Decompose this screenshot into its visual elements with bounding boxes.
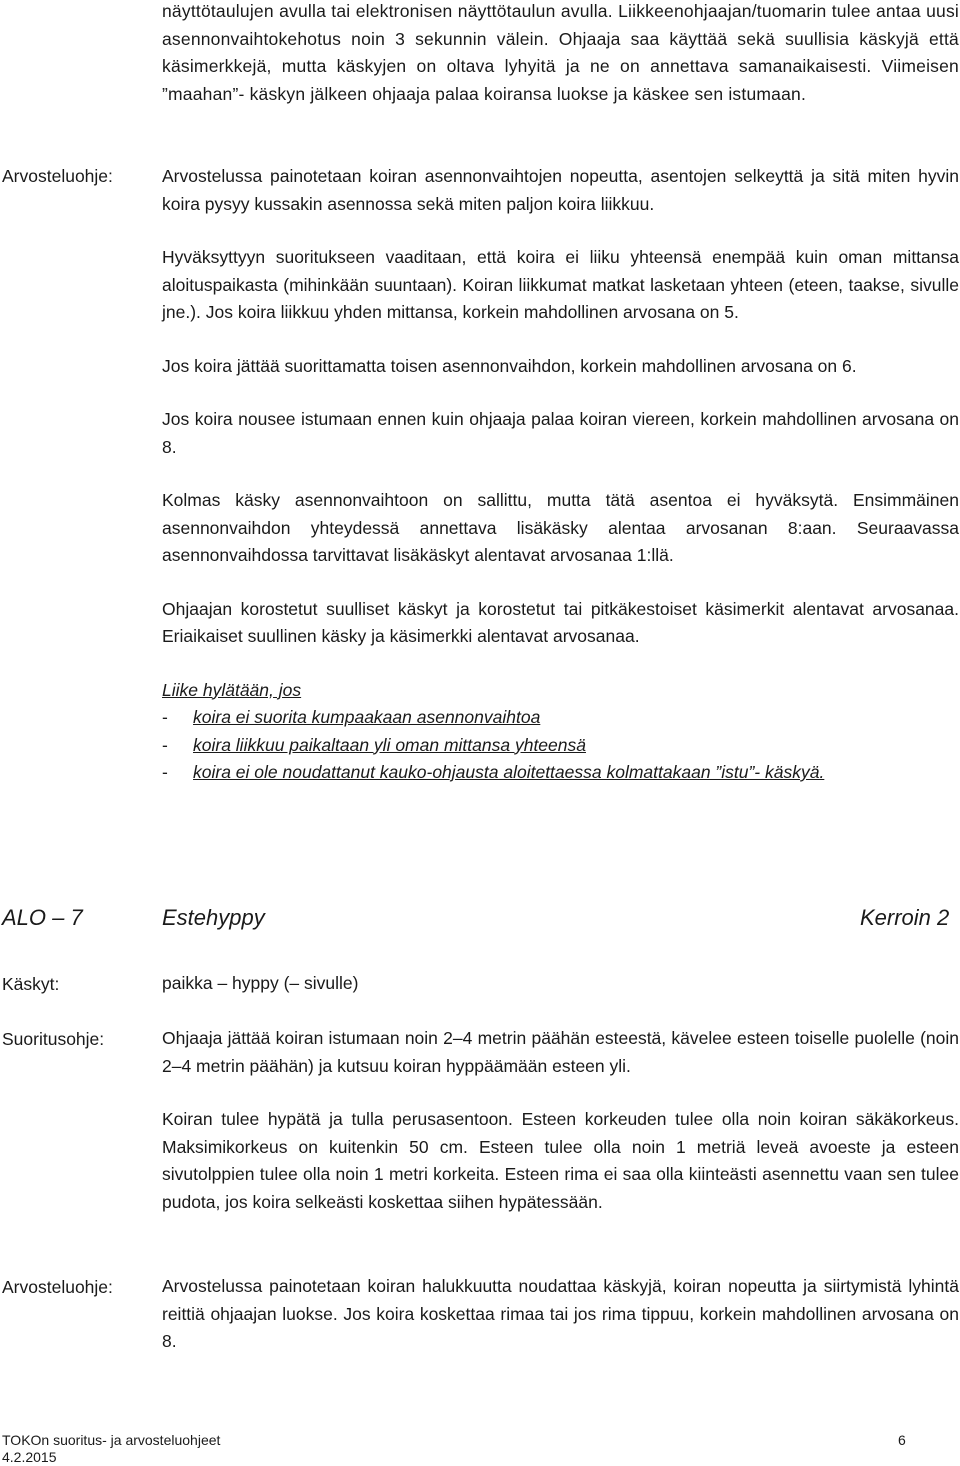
page-number: 6 bbox=[898, 1432, 906, 1448]
evaluation-paragraph: Kolmas käsky asennonvaihtoon on sallittu, mutta tätä asentoa ei hyväksytä. Ensimmäinen asennonvaihdon yhteydessä annettava lisäkäsky alentaa arvosanan 8:aan. Seuraavassa asennonvaihdossa tarvittavat lisäkäskyt alentavat arvosanaa 1:llä. bbox=[162, 490, 959, 565]
performance-label: Suoritusohje: bbox=[2, 1029, 105, 1049]
evaluation-block bbox=[162, 163, 959, 787]
evaluation-paragraph: Arvostelussa painotetaan koiran asennonvaihtojen nopeutta, asentojen selkeyttä ja sitä miten hyvin koira pysyy kussakin asennossa sekä miten paljon koira liikkuu. bbox=[162, 166, 959, 214]
commands-label: Käskyt: bbox=[2, 974, 60, 994]
footer-date: 4.2.2015 bbox=[2, 1449, 57, 1465]
evaluation-paragraph: Hyväksyttyyn suoritukseen vaaditaan, että koira ei liiku yhteensä enempää kuin oman mittansa aloituspaikasta (mihinkään suuntaan). Koiran liikkumat matkat lasketaan yhteen (eteen, taakse, sivulle jne.). Jos koira liikkuu yhden mittansa, korkein mahdollinen arvosana on 5. bbox=[162, 247, 959, 322]
performance-paragraph: Ohjaaja jättää koiran istumaan noin 2–4 metrin päähän esteestä, kävelee esteen toiselle puolelle (noin 2–4 metrin päähän) ja kutsuu koiran hyppäämään esteen yli. bbox=[162, 1028, 959, 1076]
section-evaluation-text: Arvostelussa painotetaan koiran halukkuutta noudattaa käskyjä, koiran nopeutta ja siirtymistä lyhintä reittiä ohjaajan luokse. Jos koira koskettaa rimaa tai jos rima tippuu, korkein mahdollinen arvosana on 8. bbox=[162, 1276, 959, 1351]
section-title: Estehyppy bbox=[162, 905, 265, 930]
section-coefficient: Kerroin 2 bbox=[860, 905, 950, 930]
evaluation-label: Arvosteluohje: bbox=[2, 166, 113, 186]
section-evaluation-label: Arvosteluohje: bbox=[2, 1277, 113, 1297]
rejection-title: Liike hylätään, jos bbox=[162, 679, 302, 700]
section-code: ALO – 7 bbox=[2, 905, 83, 930]
evaluation-paragraph: Jos koira jättää suorittamatta toisen asennonvaihdon, korkein mahdollinen arvosana on 6. bbox=[162, 355, 857, 376]
commands-text: paikka – hyppy (– sivulle) bbox=[162, 973, 359, 993]
performance-paragraph: Koiran tulee hypätä ja tulla perusasentoon. Esteen korkeuden tulee olla noin koiran säkäkorkeus. Maksimikorkeus on kuitenkin 50 cm. Esteen tulee olla noin 1 metriä leveä avoeste ja esteen sivutolppien tulee olla noin 1 metri korkeita. Esteen rima ei saa olla kiinteästi asennettu vaan sen tulee pudota, jos koira selkeästi koskettaa siihen hypätessään. bbox=[162, 1109, 959, 1212]
rejection-list bbox=[162, 704, 959, 787]
footer-title: TOKOn suoritus- ja arvosteluohjeet bbox=[2, 1432, 221, 1448]
intro-text: näyttötaulujen avulla tai elektronisen näyttötaulun avulla. Liikkeenohjaajan/tuomarin tulee antaa uusi asennonvaihtokehotus noin 3 sekunnin välein. Ohjaaja saa käyttää sekä suullisia käskyjä että käsimerkkejä, mutta käskyjen on oltava lyhyitä ja ne on annettava samanaikaisesti. Viimeisen ”maahan”- käskyn jälkeen ohjaaja palaa koiransa luokse ja käskee sen istumaan. bbox=[162, 1, 959, 104]
rejection-item: - koira ei ole noudattanut kauko-ohjausta aloitettaessa kolmattakaan ”istu”- käskyä. bbox=[162, 759, 959, 787]
rejection-item: - koira liikkuu paikaltaan yli oman mittansa yhteensä bbox=[162, 732, 959, 760]
performance-block bbox=[162, 1025, 959, 1242]
evaluation-paragraph: Jos koira nousee istumaan ennen kuin ohjaaja palaa koiran viereen, korkein mahdollinen arvosana on 8. bbox=[162, 409, 959, 457]
section-heading bbox=[0, 905, 960, 941]
evaluation-paragraph: Ohjaajan korostetut suulliset käskyt ja korostetut tai pitkäkestoiset käsimerkit alentavat arvosanaa. Eriaikaiset suullinen käsky ja käsimerkki alentavat arvosanaa. bbox=[162, 598, 959, 646]
intro-paragraph bbox=[162, 0, 959, 108]
rejection-item: - koira ei suorita kumpaakaan asennonvaihtoa bbox=[162, 704, 959, 732]
